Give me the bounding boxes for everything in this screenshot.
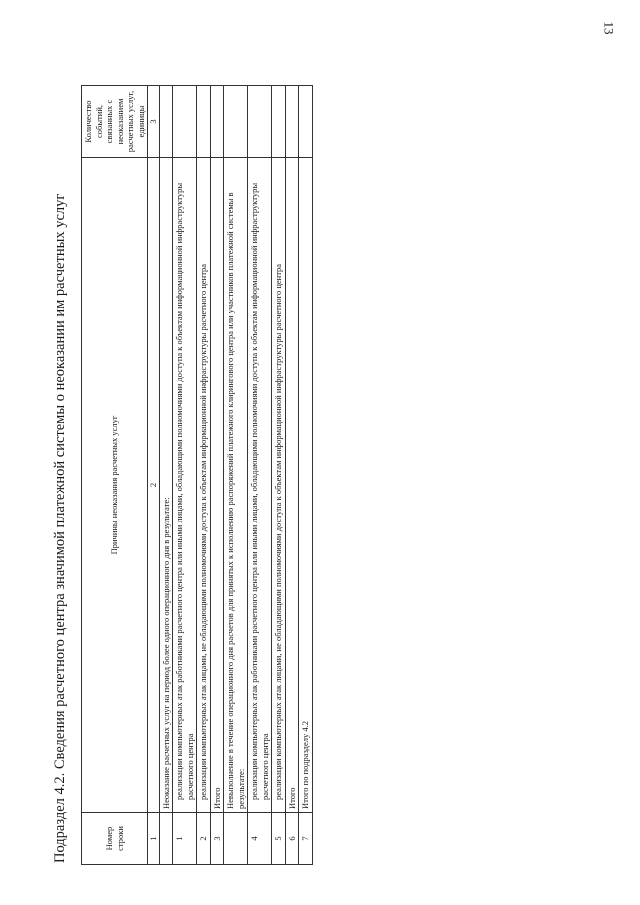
table-row [299,86,313,865]
row-number: 1 [173,813,197,865]
table-row [272,86,286,865]
row-reason: Итого по подразделу 4.2 [299,158,313,813]
table-row [173,86,197,865]
row-value[interactable] [285,86,299,158]
row-reason: реализации компьютерных атак лицами, не обладающими полномочиями доступа к объектам информационной инфраструктуры расчетного центра [197,158,211,813]
header-reasons: Причины неоказания расчетных услуг [82,158,148,813]
row-reason: Невыполнение в течение операционного дня расчетов для принятых к исполнению распоряжений платежного клирингового центра или участников платежной системы в результате: [224,158,248,813]
row-number: 3 [210,813,224,865]
row-number: 7 [299,813,313,865]
column-index: 3 [148,86,160,158]
row-value[interactable] [197,86,211,158]
row-value[interactable] [224,86,248,158]
row-value[interactable] [159,86,173,158]
table-row [159,86,173,865]
row-value[interactable] [299,86,313,158]
row-number: 4 [248,813,272,865]
table-row [197,86,211,865]
header-events-count: Количество событий, связанных с неоказанием расчетных услуг, единицы [82,86,148,158]
rotated-content [50,25,380,865]
row-number: 5 [272,813,286,865]
row-value[interactable] [272,86,286,158]
row-reason: реализации компьютерных атак работниками расчетного центра или иными лицами, обладающими полномочиями доступа к объектам информационной инфраструктуры расчетного центра [173,158,197,813]
row-value[interactable] [248,86,272,158]
header-row [82,86,148,865]
page-number [600,18,616,38]
row-reason: реализации компьютерных атак работниками расчетного центра или иными лицами, обладающими полномочиями доступа к объектам информационной инфраструктуры расчетного центра [248,158,272,813]
row-value[interactable] [173,86,197,158]
table-row [285,86,299,865]
row-number: 6 [285,813,299,865]
column-index-row [148,86,160,865]
row-number: 2 [197,813,211,865]
row-number [224,813,248,865]
row-reason: Итого [285,158,299,813]
row-number [159,813,173,865]
table-row [210,86,224,865]
section-title: Подраздел 4.2. Сведения расчетного центра значимой платежной системы о неоказании им расчетных услуг [52,193,68,863]
table-row [224,86,248,865]
row-reason: реализации компьютерных атак лицами, не обладающими полномочиями доступа к объектам информационной инфраструктуры расчетного центра [272,158,286,813]
row-value[interactable] [210,86,224,158]
page-number-text: 13 [601,21,616,35]
row-reason: Неоказание расчетных услуг на период более одного операционного дня в результате: [159,158,173,813]
column-index: 1 [148,813,160,865]
table-row [248,86,272,865]
header-row-number: Номер строки [82,813,148,865]
row-reason: Итого [210,158,224,813]
column-index: 2 [148,158,160,813]
events-table [81,85,313,865]
